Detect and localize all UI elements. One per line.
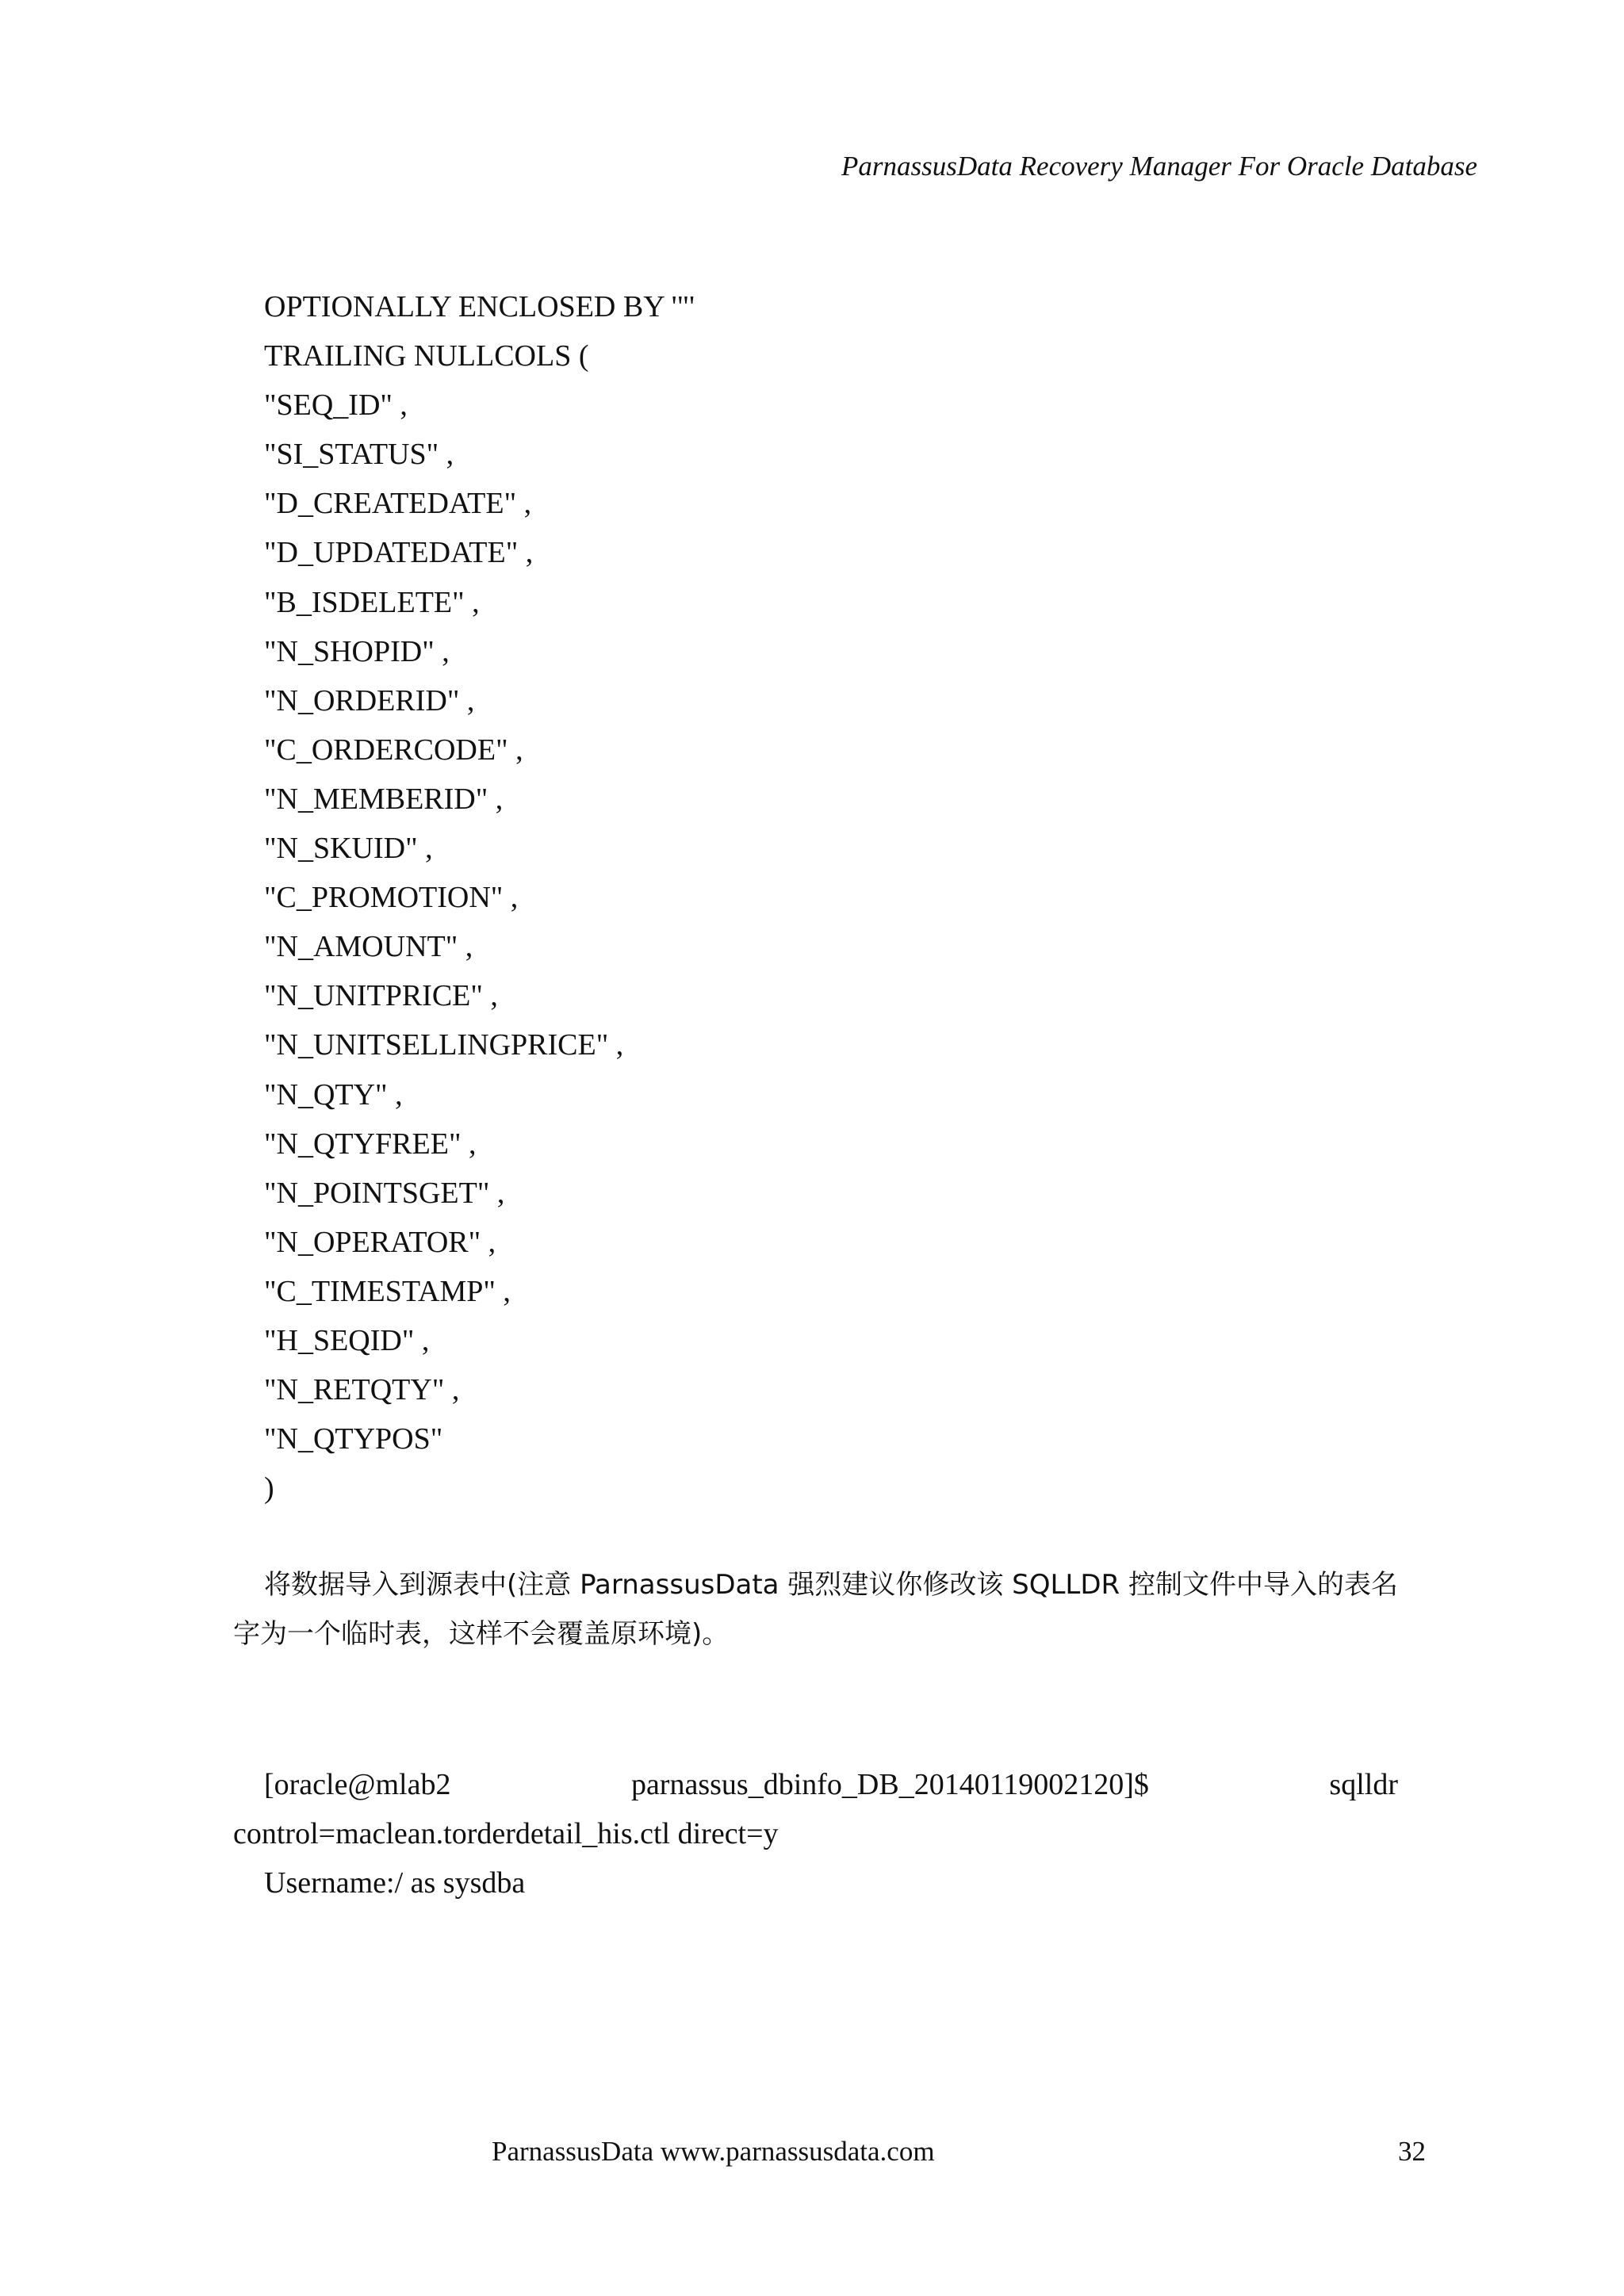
code-line: "N_UNITPRICE" , bbox=[264, 979, 498, 1013]
code-line: "D_CREATEDATE" , bbox=[264, 487, 532, 521]
code-line: "N_ORDERID" , bbox=[264, 683, 475, 718]
code-line: "B_ISDELETE" , bbox=[264, 585, 480, 619]
code-line: "N_RETQTY" , bbox=[264, 1373, 460, 1407]
code-line: "H_SEQID" , bbox=[264, 1323, 430, 1357]
code-line: "C_PROMOTION" , bbox=[264, 881, 519, 915]
code-line: OPTIONALLY ENCLOSED BY '"' bbox=[264, 290, 695, 323]
code-line: "N_POINTSGET" , bbox=[264, 1176, 505, 1210]
code-line: "C_ORDERCODE" , bbox=[264, 733, 523, 767]
command-args: control=maclean.torderdetail_his.ctl direct=y bbox=[233, 1817, 779, 1850]
code-line: ) bbox=[264, 1471, 274, 1506]
page-header: ParnassusData Recovery Manager For Oracle Database bbox=[841, 151, 1477, 182]
shell-prompt: [oracle@mlab2 bbox=[264, 1768, 451, 1801]
code-line: "N_OPERATOR" , bbox=[264, 1225, 496, 1259]
code-line: "N_SHOPID" , bbox=[264, 634, 450, 668]
command-line bbox=[264, 1760, 1398, 1809]
code-line: "N_AMOUNT" , bbox=[264, 930, 473, 964]
code-line: "N_QTYFREE" , bbox=[264, 1127, 477, 1161]
code-line: "SEQ_ID" , bbox=[264, 388, 408, 423]
code-line: "N_MEMBERID" , bbox=[264, 782, 504, 816]
instruction-text: 将数据导入到源表中(注意 ParnassusData 强烈建议你修改该 SQLLDR 控制文件中导入的表名字为一个临时表，这样不会覆盖原环境)。 bbox=[233, 1569, 1398, 1650]
code-line: "N_SKUID" , bbox=[264, 832, 433, 866]
code-line: TRAILING NULLCOLS ( bbox=[264, 339, 589, 373]
code-line: "N_QTY" , bbox=[264, 1077, 403, 1112]
shell-directory: parnassus_dbinfo_DB_20140119002120]$ bbox=[630, 1768, 1149, 1801]
command-program: sqlldr bbox=[1329, 1768, 1398, 1801]
page-number: 32 bbox=[1398, 2136, 1426, 2167]
code-line: "N_UNITSELLINGPRICE" , bbox=[264, 1028, 624, 1062]
code-line: "SI_STATUS" , bbox=[264, 438, 454, 472]
code-line: "D_UPDATEDATE" , bbox=[264, 536, 534, 570]
code-line: "C_TIMESTAMP" , bbox=[264, 1274, 511, 1308]
page-footer: ParnassusData www.parnassusdata.com bbox=[492, 2136, 935, 2167]
username-line: Username:/ as sysdba bbox=[264, 1866, 526, 1900]
code-line: "N_QTYPOS" bbox=[264, 1422, 443, 1456]
instruction-paragraph bbox=[233, 1560, 1399, 1659]
control-file-code bbox=[264, 282, 695, 1513]
